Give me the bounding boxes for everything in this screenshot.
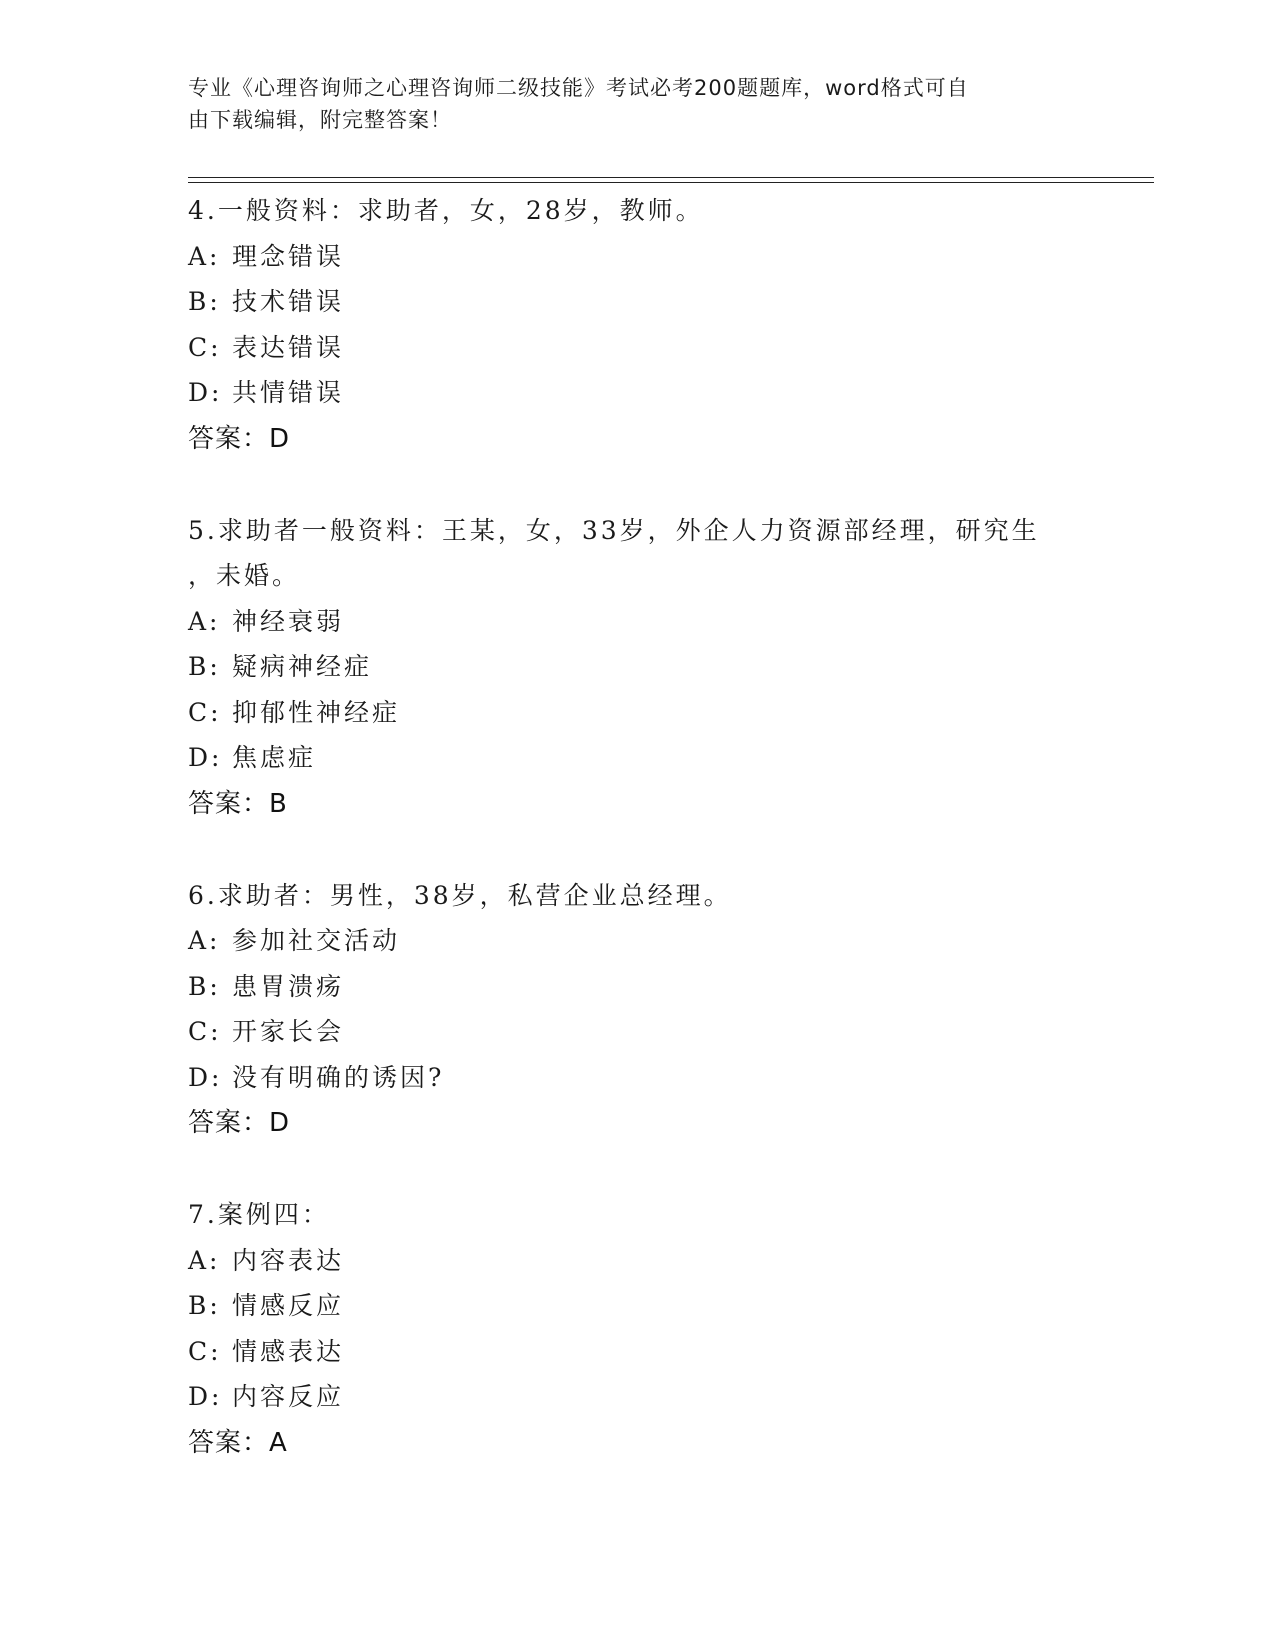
option-letter: C: (188, 332, 222, 362)
option-d (188, 1055, 1088, 1101)
question-stem-continued: ，未婚。 (188, 561, 301, 590)
option-a (188, 599, 1088, 645)
question-stem: 6.求助者：男性，38岁，私营企业总经理。 (188, 880, 732, 910)
option-b (188, 1283, 1088, 1329)
option-text: 内容表达 (232, 1245, 345, 1275)
option-text: 患胃溃疡 (232, 971, 345, 1001)
option-b (188, 644, 1088, 690)
option-b (188, 279, 1088, 325)
option-d (188, 735, 1088, 781)
option-letter: B: (188, 287, 221, 316)
option-letter: B: (188, 971, 221, 1001)
option-a (188, 1238, 1088, 1284)
option-d (188, 370, 1088, 416)
option-letter: B: (188, 1291, 221, 1320)
option-letter: A: (188, 606, 221, 636)
option-c (188, 1329, 1088, 1375)
option-letter: C: (188, 1017, 222, 1046)
option-c (188, 690, 1088, 736)
header-divider-bottom (188, 182, 1154, 183)
option-d (188, 1374, 1088, 1420)
header-line-1: 专业《心理咨询师之心理咨询师二级技能》考试必考200题题库，word格式可自 (188, 76, 969, 100)
option-letter: B: (188, 652, 221, 681)
option-text: 情感表达 (232, 1336, 345, 1366)
answer-line: 答案：D (188, 1108, 291, 1138)
option-c (188, 325, 1088, 371)
option-text: 参加社交活动 (232, 926, 401, 955)
option-text: 表达错误 (232, 332, 345, 362)
document-header (188, 72, 1068, 136)
question-stem: 7.案例四： (188, 1200, 330, 1229)
question-list (188, 188, 1088, 1512)
option-text: 疑病神经症 (232, 652, 373, 681)
option-letter: C: (188, 697, 222, 727)
option-text: 焦虑症 (232, 743, 317, 772)
option-a (188, 918, 1088, 964)
question-stem: 4.一般资料：求助者，女，28岁，教师。 (188, 196, 704, 225)
option-text: 共情错误 (232, 378, 345, 407)
option-text: 没有明确的诱因? (232, 1062, 445, 1092)
option-letter: D: (188, 1382, 223, 1411)
option-letter: D: (188, 378, 223, 407)
answer-line: 答案：A (188, 1427, 288, 1458)
option-text: 神经衰弱 (232, 606, 345, 636)
option-letter: A: (188, 1245, 221, 1275)
option-letter: C: (188, 1336, 222, 1366)
option-c (188, 1009, 1088, 1055)
option-text: 技术错误 (232, 287, 345, 316)
option-text: 抑郁性神经症 (232, 697, 401, 727)
option-b (188, 964, 1088, 1010)
option-letter: D: (188, 743, 223, 772)
header-line-2: 由下载编辑，附完整答案！ (188, 108, 452, 132)
option-text: 情感反应 (232, 1291, 345, 1320)
question-4 (188, 188, 1088, 462)
option-a (188, 234, 1088, 280)
header-divider-top (188, 177, 1154, 178)
question-6 (188, 873, 1088, 1147)
question-7 (188, 1192, 1088, 1466)
option-letter: A: (188, 241, 221, 271)
question-stem: 5.求助者一般资料：王某，女，33岁，外企人力资源部经理，研究生 (188, 515, 1040, 545)
question-5 (188, 508, 1088, 827)
option-text: 内容反应 (232, 1382, 345, 1411)
option-text: 开家长会 (232, 1017, 345, 1046)
answer-line: 答案：D (188, 423, 291, 454)
option-text: 理念错误 (232, 241, 345, 271)
option-letter: A: (188, 926, 221, 955)
option-letter: D: (188, 1062, 223, 1092)
answer-line: 答案：B (188, 788, 288, 819)
